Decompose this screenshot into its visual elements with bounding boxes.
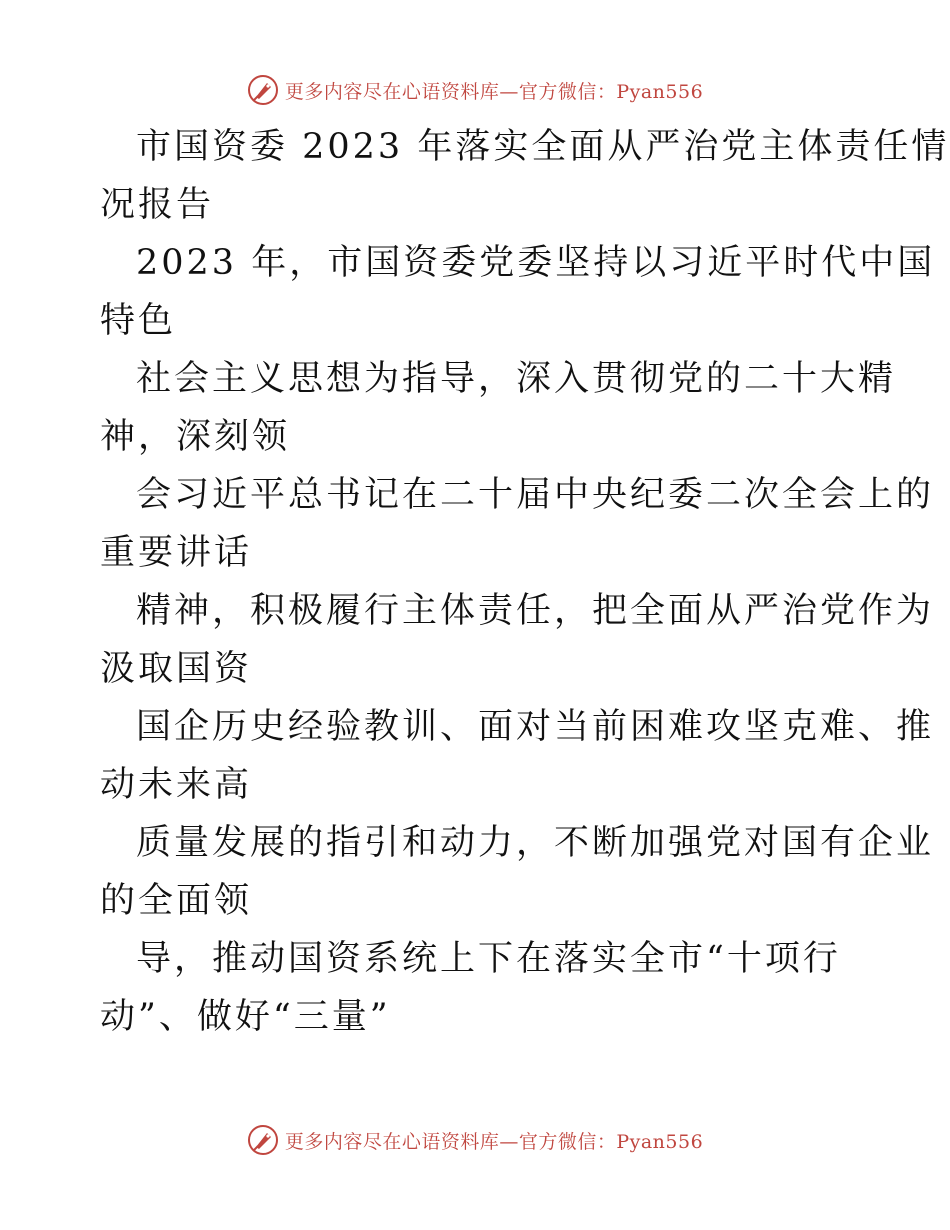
paragraph-line: 质量发展的指引和动力，不断加强党对国有企业: [136, 823, 935, 863]
paragraph-line: 神，深刻领: [100, 417, 291, 457]
paragraph-line: 动”、做好“三量”: [100, 997, 391, 1037]
watermark-text: 更多内容尽在心语资料库—官方微信：Pyan556: [284, 1130, 704, 1153]
paragraph-line: 国企历史经验教训、面对当前困难攻坚克难、推: [136, 707, 935, 747]
header-watermark: [0, 70, 950, 110]
document-body: [100, 118, 950, 1046]
title-line-1: 市国资委 2023 年落实全面从严治党主体责任情: [136, 127, 950, 167]
paragraph-line: 精神，积极履行主体责任，把全面从严治党作为: [136, 591, 935, 631]
paragraph-line: 2023 年，市国资委党委坚持以习近平时代中国: [136, 243, 936, 283]
paragraph-line: 特色: [100, 301, 177, 341]
paragraph-line: 社会主义思想为指导，深入贯彻党的二十大精: [136, 359, 897, 399]
paragraph-line: 导，推动国资系统上下在落实全市“十项行: [136, 939, 841, 979]
paragraph-line: 会习近平总书记在二十届中央纪委二次全会上的: [136, 475, 935, 515]
watermark-text: 更多内容尽在心语资料库—官方微信：Pyan556: [284, 80, 704, 103]
footer-watermark: [0, 1120, 950, 1160]
paragraph-line: 汲取国资: [100, 649, 253, 689]
pen-nib-logo-icon: [247, 1124, 279, 1156]
paragraph-line: 动未来高: [100, 765, 253, 805]
title-line-2: 况报告: [100, 185, 215, 225]
paragraph-line: 重要讲话: [100, 533, 253, 573]
paragraph-line: 的全面领: [100, 881, 253, 921]
pen-nib-logo-icon: [247, 74, 279, 106]
